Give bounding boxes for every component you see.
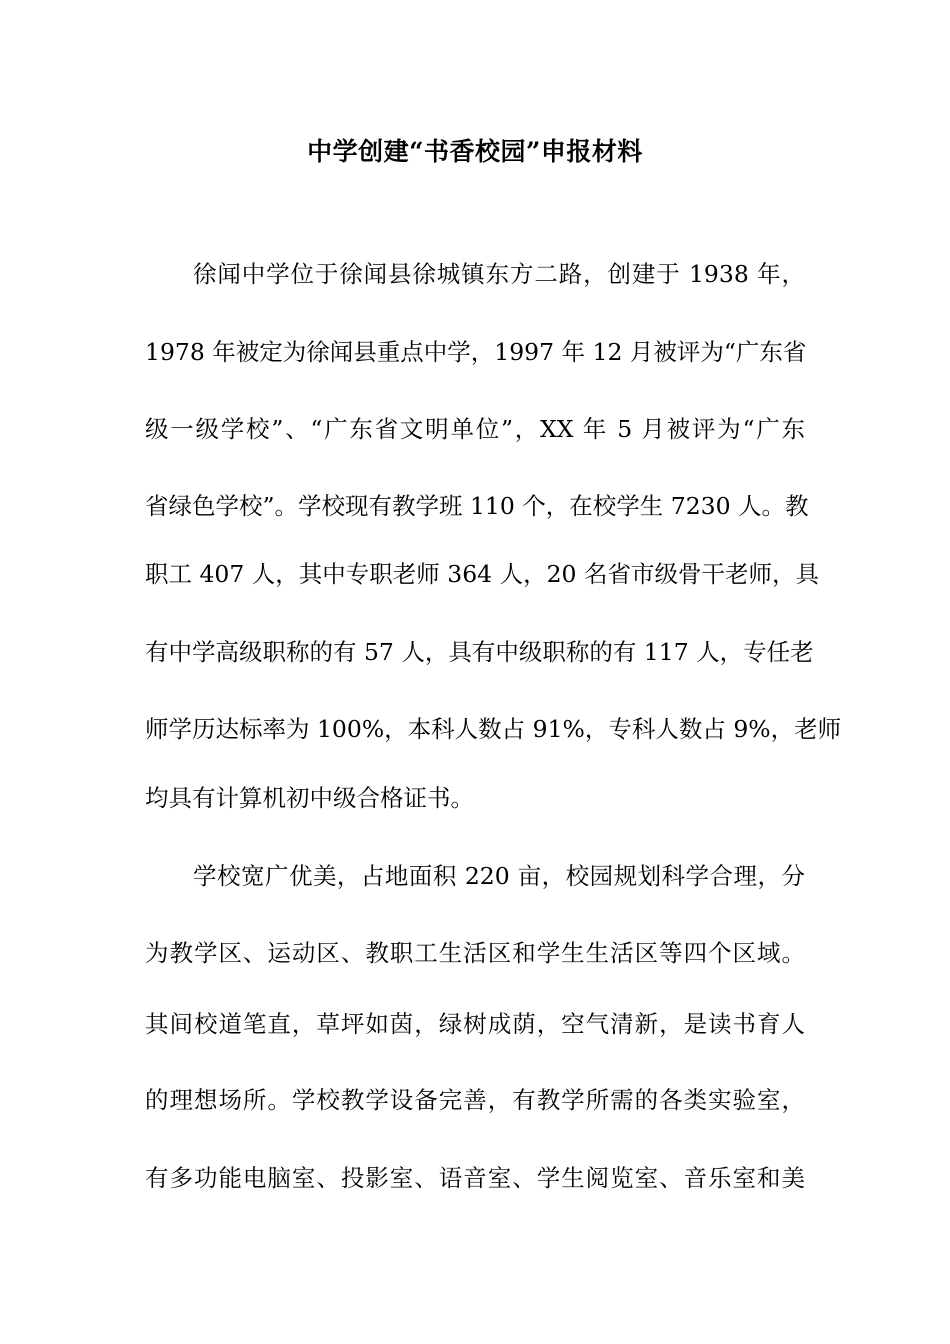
paragraph-1-line-1: 徐闻中学位于徐闻县徐城镇东方二路，创建于 1938 年， — [193, 260, 805, 288]
document-title: 中学创建“书香校园”申报材料 — [307, 137, 643, 166]
paragraph-1-line-4: 省绿色学校”。学校现有教学班 110 个，在校学生 7230 人。教 — [145, 492, 809, 520]
paragraph-2-line-5: 有多功能电脑室、投影室、语音室、学生阅览室、音乐室和美 — [145, 1164, 805, 1192]
paragraph-1-line-3: 级一级学校”、“广东省文明单位”，XX 年 5 月被评为“广东 — [145, 415, 805, 443]
paragraph-1-line-8: 均具有计算机初中级合格证书。 — [145, 784, 474, 812]
paragraph-2-line-2: 为教学区、运动区、教职工生活区和学生生活区等四个区域。 — [145, 939, 805, 967]
paragraph-2-line-1: 学校宽广优美，占地面积 220 亩，校园规划科学合理，分 — [193, 862, 805, 890]
paragraph-1-line-2: 1978 年被定为徐闻县重点中学，1997 年 12 月被评为“广东省 — [145, 338, 807, 366]
paragraph-1-line-6: 有中学高级职称的有 57 人，具有中级职称的有 117 人，专任老 — [145, 638, 814, 666]
paragraph-1-line-7: 师学历达标率为 100%，本科人数占 91%，专科人数占 9%，老师 — [145, 715, 842, 743]
paragraph-1-line-5: 职工 407 人，其中专职老师 364 人，20 名省市级骨干老师，具 — [145, 560, 819, 588]
paragraph-2-line-3: 其间校道笔直，草坪如茵，绿树成荫，空气清新，是读书育人 — [145, 1010, 805, 1038]
paragraph-2-line-4: 的理想场所。学校教学设备完善，有教学所需的各类实验室， — [145, 1086, 805, 1114]
